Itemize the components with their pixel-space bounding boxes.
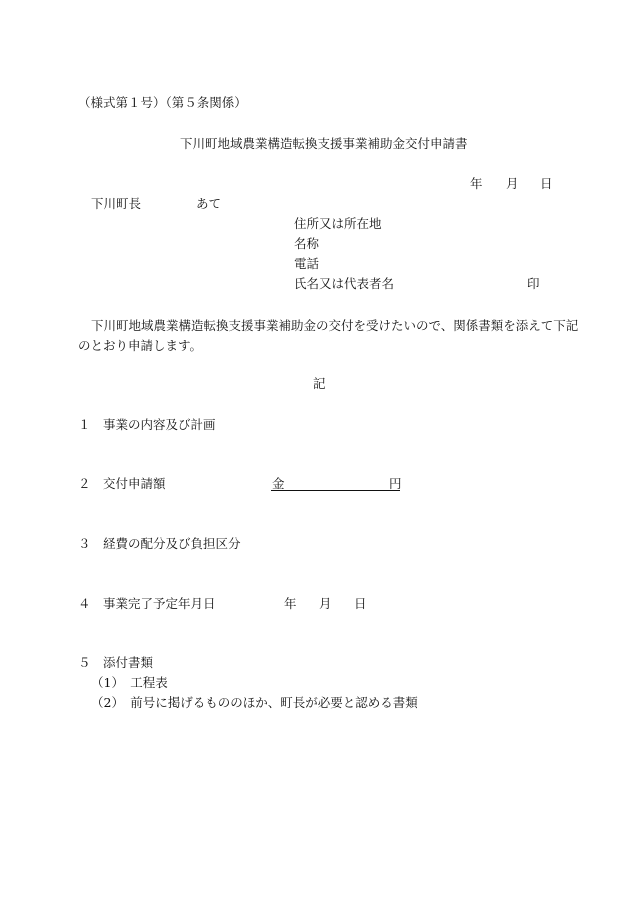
addressee-name: 下川町長 (91, 196, 142, 211)
item-3-label: ３ 経費の配分及び負担区分 (78, 536, 241, 551)
applicant-phone-label: 電話 (294, 256, 320, 271)
item-4-label: ４ 事業完了予定年月日 (78, 596, 216, 611)
date-month: 月 (506, 176, 519, 191)
body-text-line-2: のとおり申請します。 (78, 338, 203, 353)
completion-year: 年 (284, 596, 297, 611)
date-year: 年 (470, 176, 483, 191)
applicant-representative-label: 氏名又は代表者名 (294, 276, 395, 291)
item-2-label: ２ 交付申請額 (78, 476, 166, 491)
applicant-address-label: 住所又は所在地 (294, 216, 382, 231)
applicant-name-label: 名称 (294, 236, 320, 251)
completion-month: 月 (319, 596, 332, 611)
body-text-line-1: 下川町地域農業構造転換支援事業補助金の交付を受けたいので、関係書類を添えて下記 (91, 318, 579, 333)
completion-day: 日 (354, 596, 367, 611)
amount-underline (271, 490, 400, 491)
addressee-suffix: あて (196, 196, 222, 211)
amount-kin-label: 金 (272, 476, 285, 491)
form-number-label: （様式第１号）（第５条関係） (78, 95, 247, 110)
form-title: 下川町地域農業構造転換支援事業補助金交付申請書 (180, 136, 468, 151)
date-day: 日 (540, 176, 553, 191)
item-5-sub-1: （1） 工程表 (91, 675, 168, 690)
item-1-label: １ 事業の内容及び計画 (78, 417, 216, 432)
seal-mark: 印 (527, 276, 540, 291)
ki-heading: 記 (313, 376, 326, 391)
amount-yen-label: 円 (389, 476, 402, 491)
item-5-label: ５ 添付書類 (78, 655, 154, 670)
item-5-sub-2: （2） 前号に掲げるもののほか、町長が必要と認める書類 (91, 695, 418, 710)
